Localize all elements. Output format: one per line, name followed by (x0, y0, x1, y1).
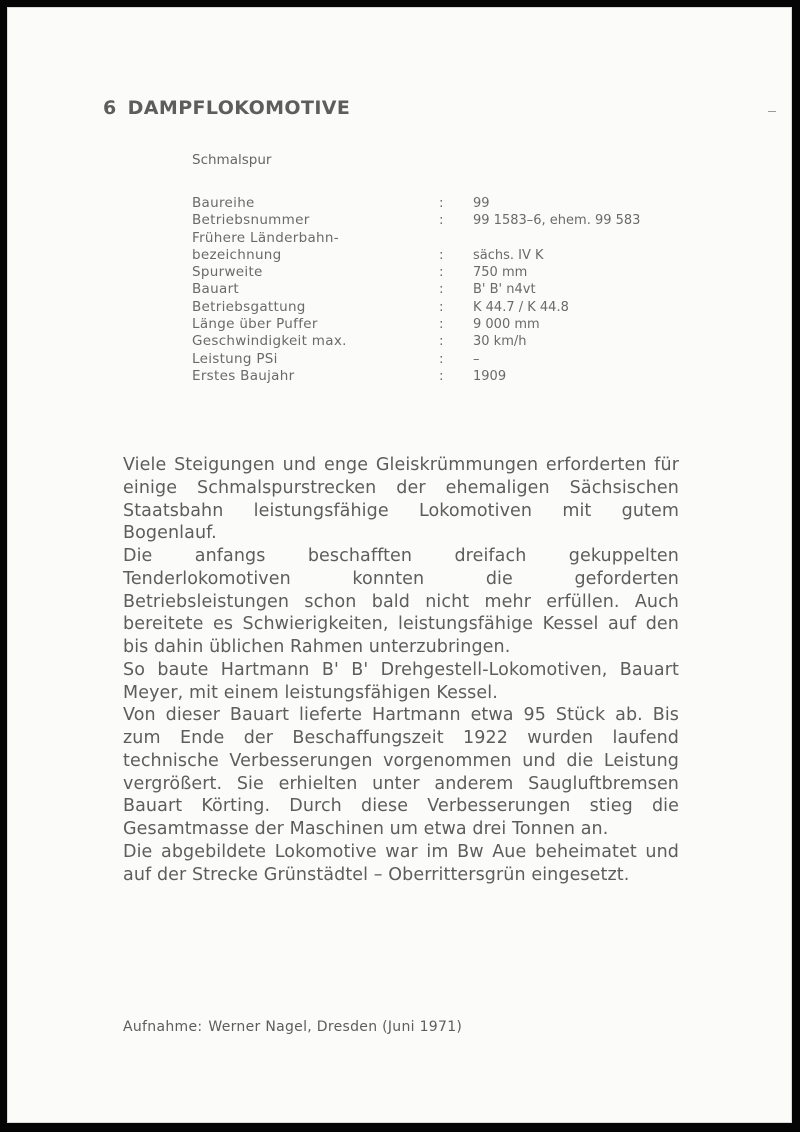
spec-row (192, 212, 712, 229)
spec-row (192, 333, 712, 350)
card-number: 6 (103, 97, 117, 119)
title-text: DAMPFLOKOMOTIVE (127, 97, 351, 119)
corner-mark (768, 111, 776, 112)
description-text (123, 454, 679, 886)
subtitle: Schmalspur (192, 152, 272, 168)
spec-value: B' B' n4vt (473, 282, 536, 298)
spec-separator: : (439, 367, 444, 384)
spec-label: Baureihe (192, 195, 255, 211)
paragraph: Viele Steigungen und enge Gleiskrümmungen erforderten für einige Schmalspurstrecken der ehemaligen Sächsischen Staatsbahn leistungsfähige Lokomotiven mit gutem Bogenlauf. (123, 455, 679, 544)
spec-value: sächs. IV K (473, 247, 544, 263)
spec-value: 750 mm (473, 265, 528, 281)
spec-table (192, 195, 712, 385)
spec-separator: : (439, 350, 444, 367)
spec-row (192, 195, 712, 212)
spec-label: Länge über Puffer (192, 316, 318, 333)
spec-label: Betriebsgattung (192, 298, 306, 315)
spec-row (192, 316, 712, 333)
spec-separator: : (439, 212, 444, 229)
spec-value: 99 1583–6, ehem. 99 583 (473, 213, 641, 229)
spec-label: Leistung PSi (192, 350, 278, 367)
spec-label: Geschwindigkeit max. (192, 333, 347, 350)
spec-value: 30 km/h (473, 334, 527, 350)
spec-separator: : (439, 298, 444, 315)
spec-separator: : (439, 246, 444, 263)
spec-value: – (473, 351, 480, 367)
spec-label: Spurweite (192, 264, 263, 281)
spec-separator: : (439, 281, 444, 298)
spec-value: K 44.7 / K 44.8 (473, 299, 569, 315)
page-title (103, 97, 350, 119)
paragraph: Von dieser Bauart lieferte Hartmann etwa 95 Stück ab. Bis zum Ende der Beschaffungszeit 1922 wurden laufend technische Verbesserungen vorgenommen und die Leistung vergrößert. Sie erhielten unter anderem Saugluftbremsen Bauart Körting. Durch diese Verbesserungen stieg die Gesamtmasse der Maschinen um etwa drei Tonnen an. (123, 705, 679, 839)
spec-separator: : (439, 264, 444, 281)
spec-row (192, 351, 712, 368)
spec-label: bezeichnung (192, 246, 282, 263)
credit-text: Werner Nagel, Dresden (Juni 1971) (208, 1019, 463, 1035)
spec-row (192, 230, 712, 247)
spec-row (192, 247, 712, 264)
spec-separator: : (439, 316, 444, 333)
paragraph: Die abgebildete Lokomotive war im Bw Aue beheimatet und auf der Strecke Grünstädtel – Oberrittersgrün eingesetzt. (123, 841, 679, 885)
spec-row (192, 368, 712, 385)
spec-label: Erstes Baujahr (192, 367, 295, 384)
spec-row (192, 299, 712, 316)
paragraph: Die anfangs beschafften dreifach gekuppelten Tenderlokomotiven konnten die geforderten Betriebsleistungen schon bald nicht mehr erfüllen. Auch bereitete es Schwierigkeiten, leistungsfähige Kessel auf den bis dahin üblichen Rahmen unterzubringen. (123, 546, 679, 657)
spec-label: Bauart (192, 281, 240, 298)
credit-caption: Aufnahme: (123, 1019, 203, 1035)
spec-value: 1909 (473, 368, 507, 384)
spec-separator: : (439, 333, 444, 350)
spec-value: 9 000 mm (473, 317, 540, 333)
spec-label: Betriebsnummer (192, 212, 310, 229)
paragraph: So baute Hartmann B' B' Drehgestell-Lokomotiven, Bauart Meyer, mit einem leistungsfähigen Kessel. (123, 659, 679, 703)
spec-separator: : (439, 195, 444, 211)
spec-label: Frühere Länderbahn- (192, 229, 339, 246)
spec-row (192, 281, 712, 298)
photo-credit (123, 1019, 462, 1035)
spec-value: 99 (473, 196, 490, 211)
spec-row (192, 264, 712, 281)
